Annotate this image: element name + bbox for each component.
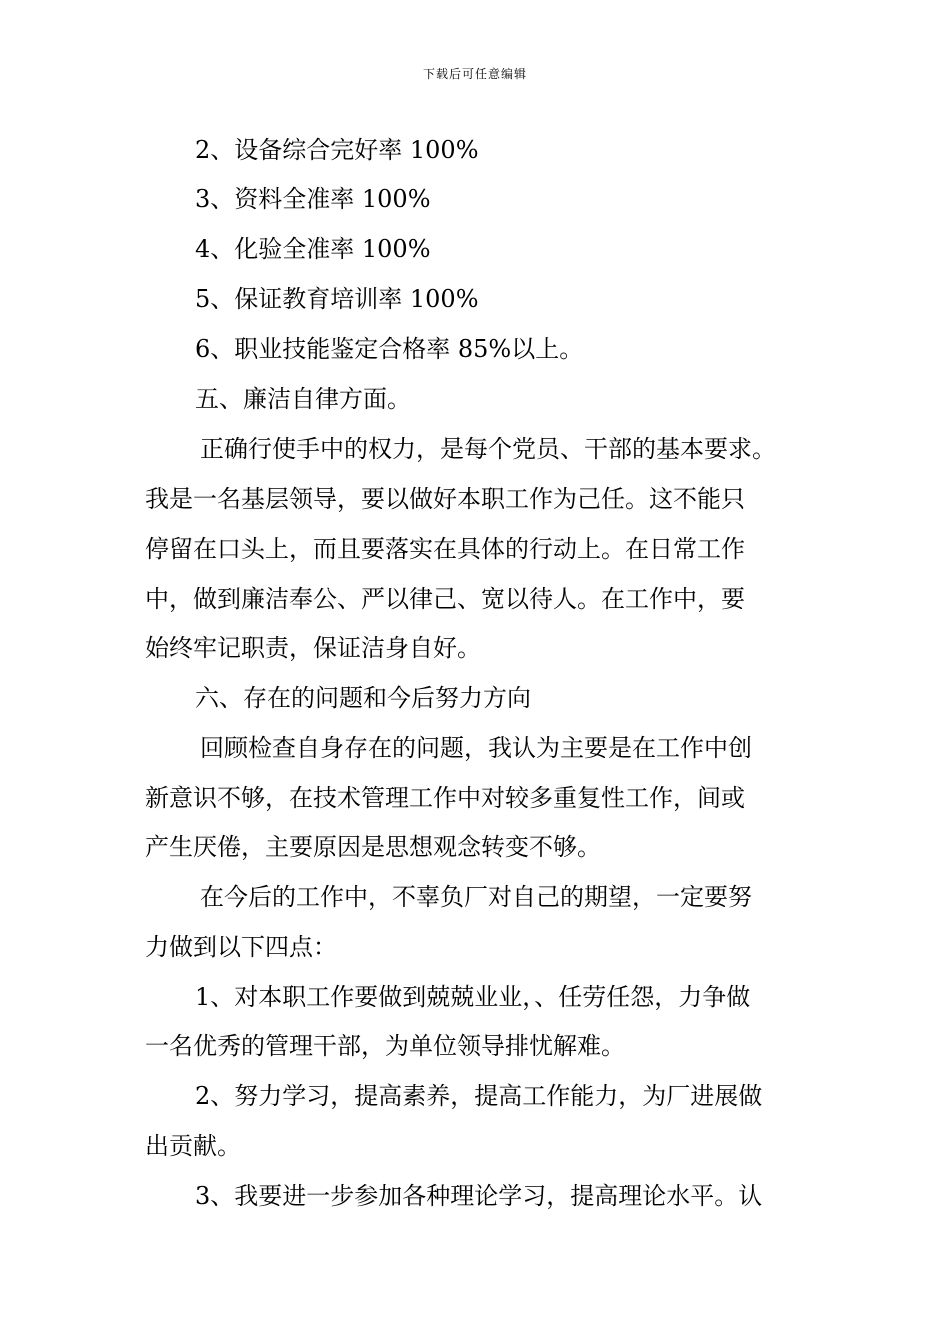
- text-line: 一名优秀的管理干部，为单位领导排忧解难。: [145, 1032, 625, 1060]
- text-line: 3、我要进一步参加各种理论学习，提高理论水平。认: [195, 1182, 763, 1210]
- text-line: 5、保证教育培训率 100%: [195, 285, 479, 313]
- text-line: 在今后的工作中，不辜负厂对自己的期望，一定要努: [200, 883, 752, 911]
- text-line: 中，做到廉洁奉公、严以律己、宽以待人。在工作中，要: [145, 585, 745, 613]
- text-line: 正确行使手中的权力，是每个党员、干部的基本要求。: [200, 435, 776, 463]
- section-heading: 六、存在的问题和今后努力方向: [195, 684, 531, 712]
- page-header: 下载后可任意编辑: [422, 67, 527, 81]
- text-line: 出贡献。: [145, 1132, 241, 1160]
- section-heading: 五、廉洁自律方面。: [195, 385, 411, 413]
- text-line: 6、职业技能鉴定合格率 85%以上。: [195, 335, 584, 363]
- text-line: 产生厌倦，主要原因是思想观念转变不够。: [145, 833, 601, 861]
- text-line: 2、努力学习，提高素养，提高工作能力，为厂进展做: [195, 1082, 763, 1110]
- text-line: 我是一名基层领导，要以做好本职工作为己任。这不能只: [145, 485, 745, 513]
- text-line: 回顾检查自身存在的问题，我认为主要是在工作中创: [200, 734, 752, 762]
- text-line: 力做到以下四点：: [145, 933, 337, 961]
- text-line: 停留在口头上，而且要落实在具体的行动上。在日常工作: [145, 535, 745, 563]
- text-line: 3、资料全准率 100%: [195, 185, 431, 213]
- text-line: 4、化验全准率 100%: [195, 235, 431, 263]
- text-line: 新意识不够，在技术管理工作中对较多重复性工作，间或: [145, 784, 745, 812]
- text-line: 2、设备综合完好率 100%: [195, 136, 479, 164]
- text-line: 始终牢记职责，保证洁身自好。: [145, 634, 481, 662]
- text-line: 1、对本职工作要做到兢兢业业，、任劳任怨，力争做: [195, 983, 751, 1011]
